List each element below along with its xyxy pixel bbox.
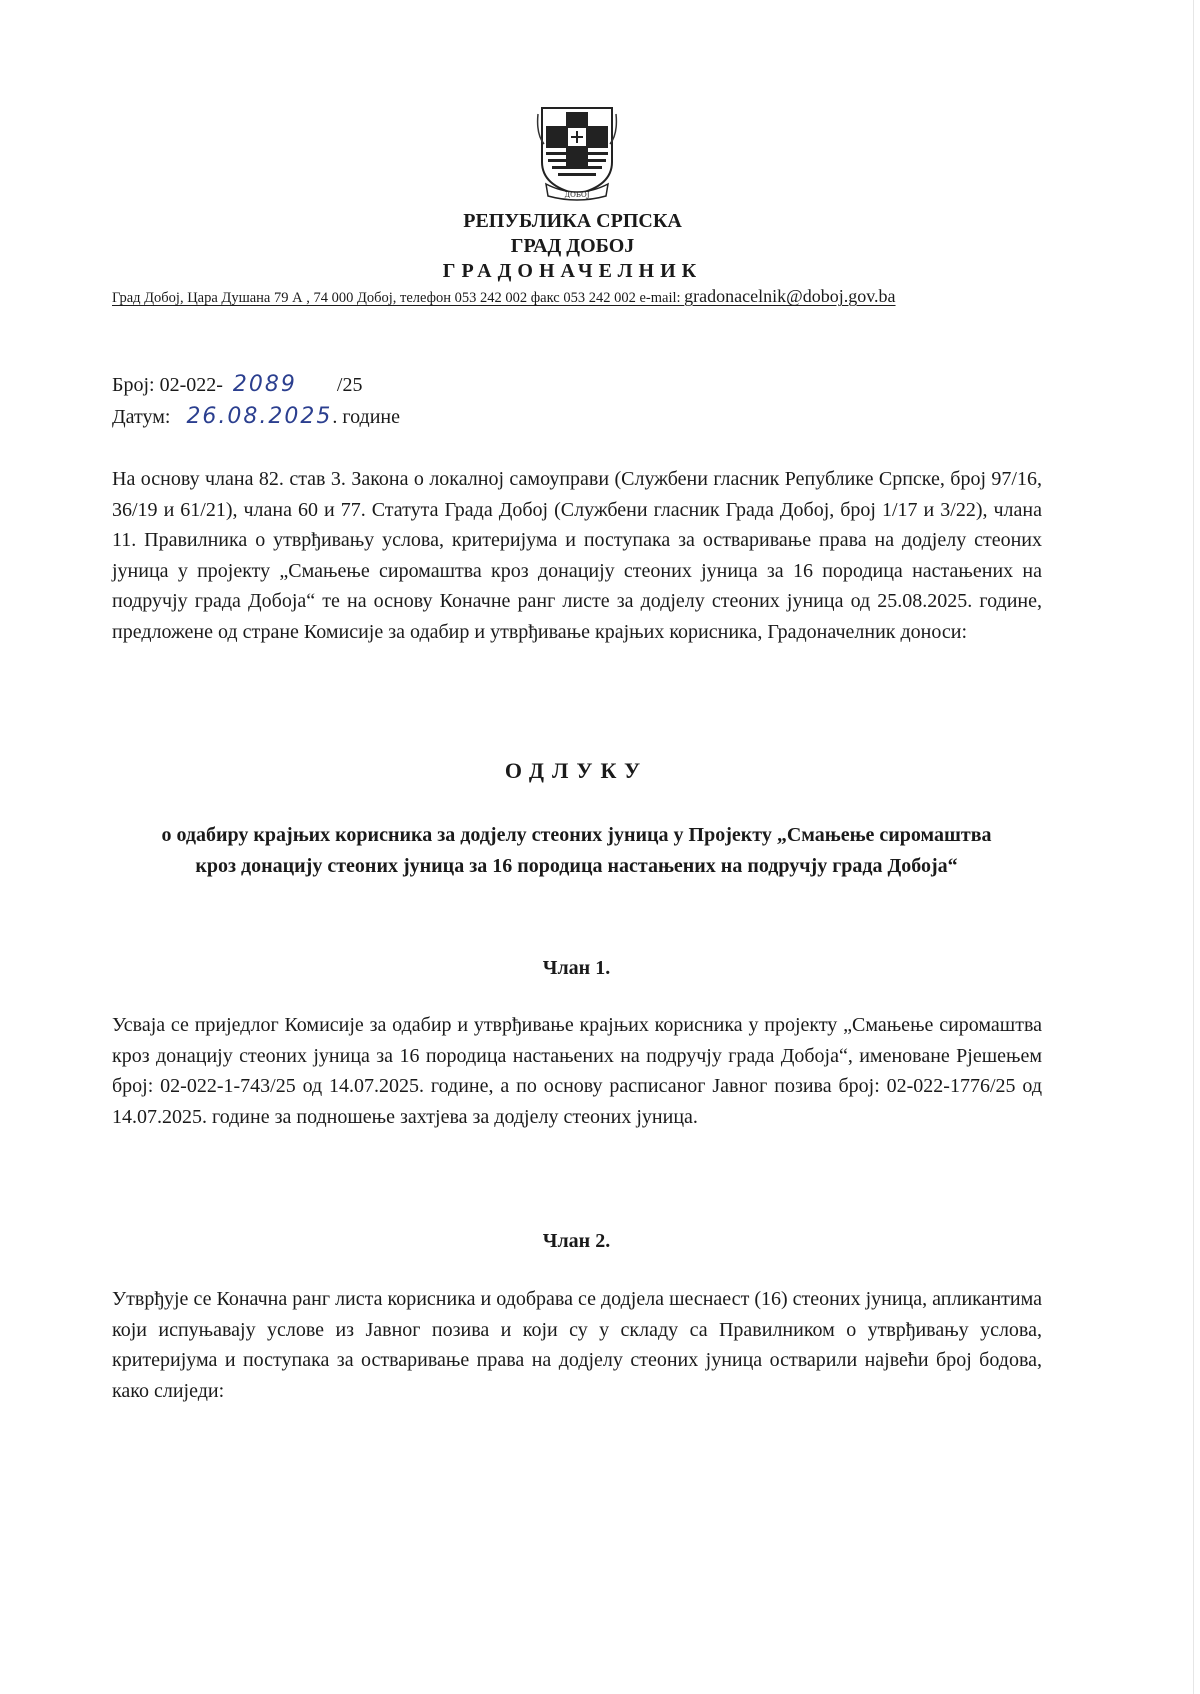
reference-number-label: Број: 02-022- [112, 374, 223, 396]
header-address [112, 286, 1007, 307]
reference-date-suffix: . године [332, 406, 400, 428]
handwritten-number: 2089 [232, 372, 297, 397]
article-1-heading: Члан 1. [542, 957, 611, 979]
coat-of-arms-icon [536, 104, 618, 204]
address-text: Град Добој, Цара Душана 79 А , 74 000 Добој, телефон 053 242 002 факс 053 242 002 e-mail: [112, 290, 685, 306]
article-1-text: Усваја се приједлог Комисије за одабир и утврђивање крајњих корисника у пројекту „Смањење сиромаштва кроз донацију стеоних јуница за 16 породица настањених на подручју града Добоја“, именоване Рјешењем број: 02-022-1-743/25 од 14.07.2025. године, а по основу расписаног Јавног позива број: 02-022-1776/25 од 14.07.2025. године за подношење захтјева за додјелу стеоних јуница. [112, 1014, 1042, 1128]
header-city: ГРАД ДОБОЈ [510, 235, 635, 257]
article-2-text: Утврђује се Коначна ранг листа корисника и одобрава се додјела шеснаест (16) стеоних јуница, апликантима који испуњавају услове из Јавног позива и који су у складу са Правилником о утврђивању услова, критеријума и поступака за остваривање права на додјелу стеоних јуница остварили највећи број бодова, како слиједи: [112, 1288, 1042, 1402]
reference-number [112, 372, 362, 397]
scan-edge-line [1193, 0, 1194, 1694]
crest-banner-text: ДОБОЈ [564, 191, 590, 199]
intro-paragraph: На основу члана 82. став 3. Закона о локалној самоуправи (Службени гласник Републике Српске, број 97/16, 36/19 и 61/21), члана 60 и 77. Статута Града Добој (Службени гласник Града Добој, број 1/17 и 3/22), члана 11. Правилника о утврђивању услова, критеријума и поступака за остваривање права на додјелу стеоних јуница у пројекту „Смањење сиромаштва кроз донацију стеоних јуница за 16 породица настањених на подручју града Добоја“ те на основу Коначне ранг листе за додјелу стеоних јуница од 25.08.2025. године, предложене од стране Комисије за одабир и утврђивање крајњих корисника, Градоначелник доноси: [112, 468, 1042, 643]
header-republic: РЕПУБЛИКА СРПСКА [463, 210, 682, 232]
reference-number-suffix: /25 [336, 374, 363, 396]
header-mayor: ГРАДОНАЧЕЛНИК [442, 260, 703, 282]
decision-subtitle: о одабиру крајњих корисника за додјелу стеоних јуница у Пројекту „Смањење сиромаштва кроз донацију стеоних јуница за 16 породица настањених на подручју града Добоја“ [161, 824, 992, 877]
decision-title: ОДЛУКУ [504, 758, 649, 783]
email-link[interactable]: gradonacelnik@doboj.gov.ba [684, 286, 896, 306]
handwritten-date: 26.08.2025 [186, 404, 333, 429]
reference-date [112, 404, 400, 429]
article-2-heading: Члан 2. [542, 1230, 611, 1252]
reference-date-label: Датум: [112, 406, 171, 428]
